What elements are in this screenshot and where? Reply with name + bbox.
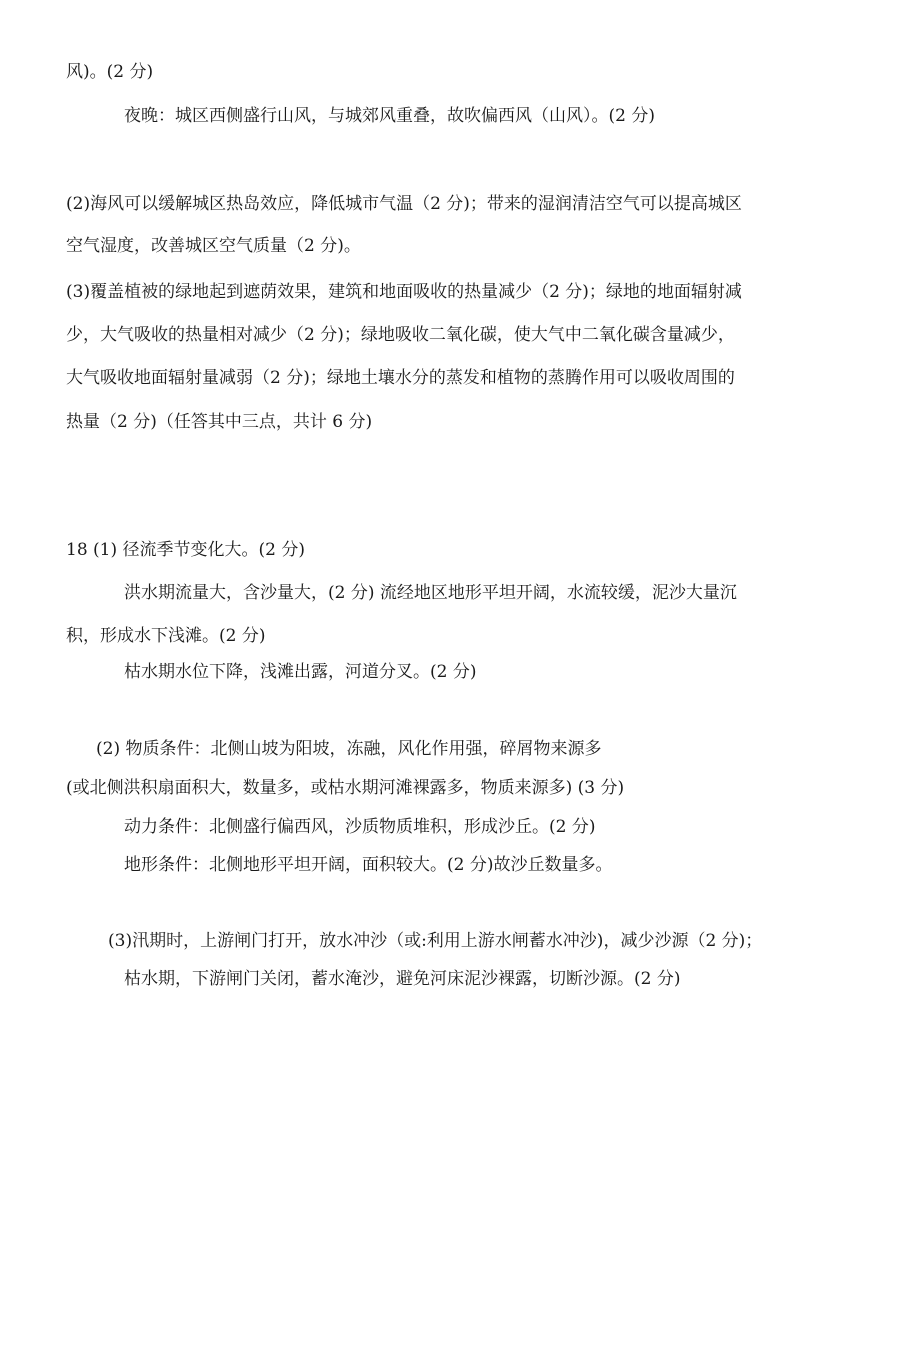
q18-part3-line2: 枯水期，下游闸门关闭，蓄水淹沙，避免河床泥沙裸露，切断沙源。(2 分)	[124, 969, 681, 989]
q18-part3-line1: (3)汛期时，上游闸门打开，放水冲沙（或:利用上游水闸蓄水冲沙)，减少沙源（2 分)；	[108, 931, 763, 951]
q18-part2-line1: (2) 物质条件：北侧山坡为阳坡，冻融，风化作用强，碎屑物来源多	[96, 739, 602, 759]
q18-part1-line2: 洪水期流量大，含沙量大，(2 分) 流经地区地形平坦开阔，水流较缓，泥沙大量沉	[124, 583, 737, 603]
q17-part3-line2: 少，大气吸收的热量相对减少（2 分)；绿地吸收二氧化碳，使大气中二氧化碳含量减少，	[66, 325, 735, 345]
q18-part2-line2: (或北侧洪积扇面积大，数量多，或枯水期河滩裸露多，物质来源多) (3 分)	[66, 778, 625, 798]
q18-part2-line4: 地形条件：北侧地形平坦开阔，面积较大。(2 分)故沙丘数量多。	[124, 855, 613, 875]
q17-part2-line1: (2)海风可以缓解城区热岛效应，降低城市气温（2 分)；带来的湿润清洁空气可以提高城区	[66, 194, 742, 214]
q18-part1-line3: 积，形成水下浅滩。(2 分)	[66, 626, 266, 646]
q18-part1-line4: 枯水期水位下降，浅滩出露，河道分叉。(2 分)	[124, 662, 477, 682]
q17-part1-continuation: 风)。(2 分)	[66, 62, 154, 82]
q17-part1-night-line: 夜晚：城区西侧盛行山风，与城郊风重叠，故吹偏西风（山风）。(2 分)	[124, 106, 655, 126]
q18-part2-line3: 动力条件：北侧盛行偏西风，沙质物质堆积，形成沙丘。(2 分)	[124, 817, 596, 837]
q17-part3-line1: (3)覆盖植被的绿地起到遮荫效果，建筑和地面吸收的热量减少（2 分)；绿地的地面辐射减	[66, 282, 742, 302]
q18-part1-line1: 18 (1) 径流季节变化大。(2 分)	[66, 540, 306, 560]
q17-part3-line4: 热量（2 分)（任答其中三点，共计 6 分)	[66, 412, 373, 432]
q17-part3-line3: 大气吸收地面辐射量减弱（2 分)；绿地土壤水分的蒸发和植物的蒸腾作用可以吸收周围的	[66, 368, 735, 388]
q17-part2-line2: 空气湿度，改善城区空气质量（2 分)。	[66, 236, 361, 256]
